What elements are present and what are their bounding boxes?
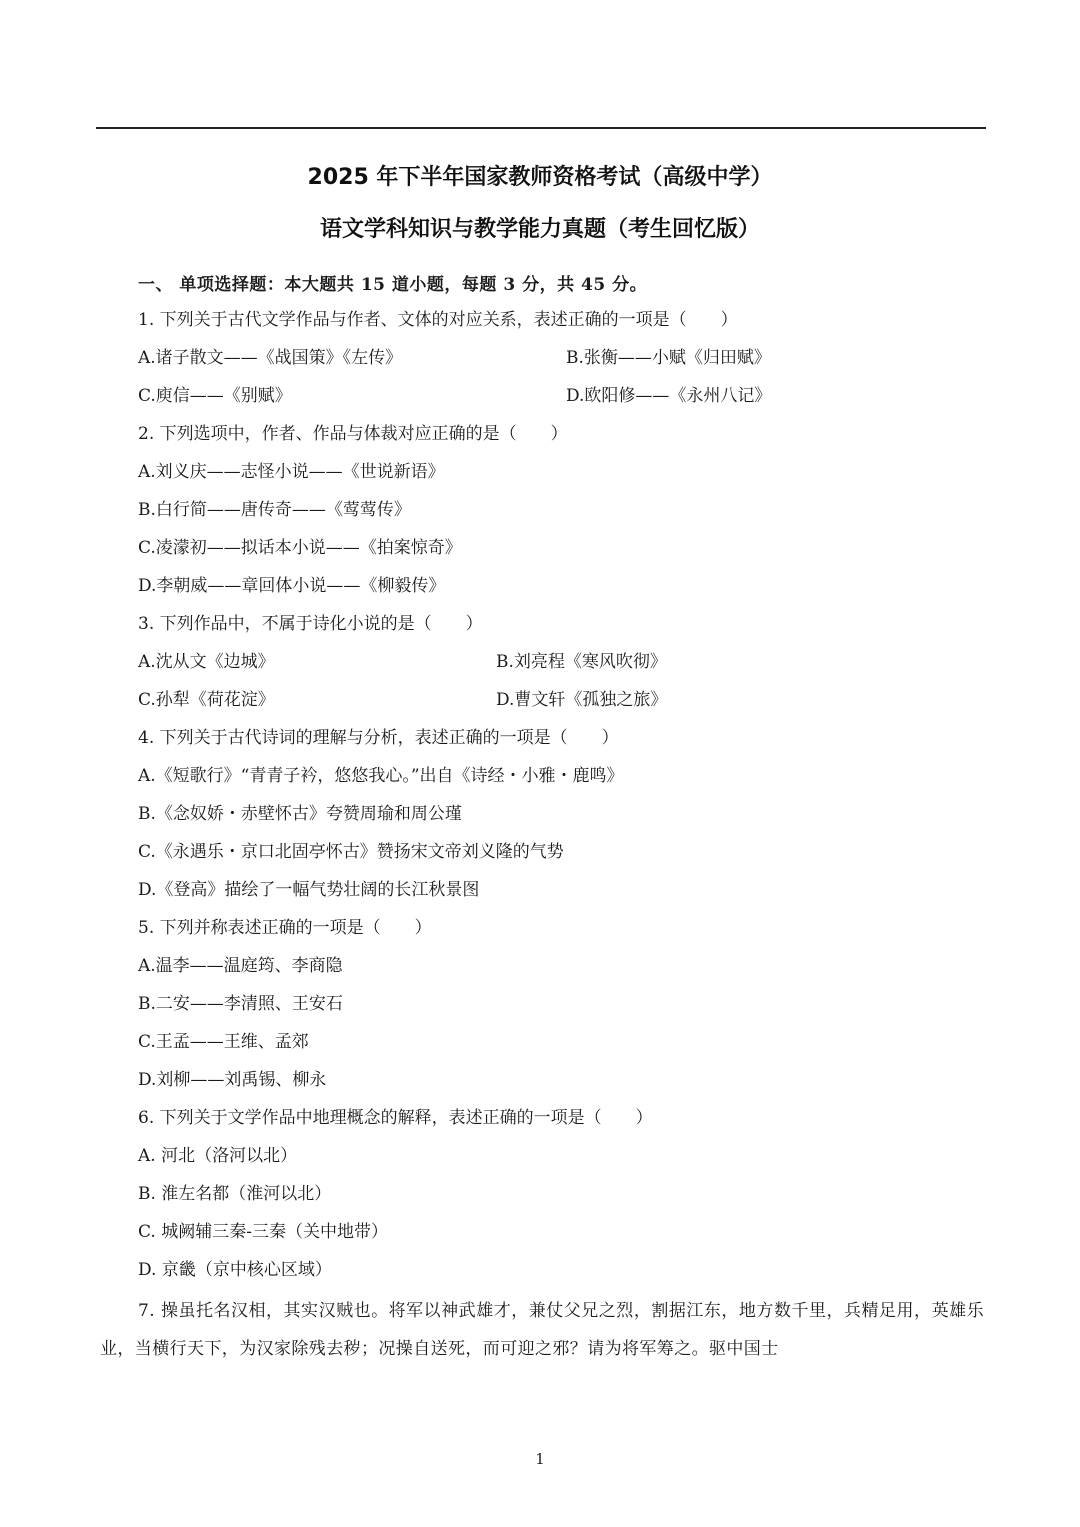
question-6-option-a: A. 河北（洛河以北）	[138, 1146, 298, 1166]
exam-title: 2025 年下半年国家教师资格考试（高级中学）	[307, 165, 773, 190]
question-2-option-a: A.刘义庆——志怪小说——《世说新语》	[138, 462, 445, 482]
header-rule	[96, 127, 986, 129]
question-6-stem: 6. 下列关于文学作品中地理概念的解释，表述正确的一项是（ ）	[138, 1108, 653, 1128]
question-4-option-d: D.《登高》描绘了一幅气势壮阔的长江秋景图	[138, 880, 480, 900]
question-1-option-d: D.欧阳修——《永州八记》	[566, 386, 772, 406]
question-6-option-c: C. 城阙辅三秦-三秦（关中地带）	[138, 1222, 388, 1242]
question-7-passage	[100, 1292, 984, 1368]
question-4-option-b: B.《念奴娇・赤壁怀古》夸赞周瑜和周公瑾	[138, 804, 462, 824]
question-1-stem: 1. 下列关于古代文学作品与作者、文体的对应关系，表述正确的一项是（ ）	[138, 310, 738, 330]
question-7-text: 7. 操虽托名汉相，其实汉贼也。将军以神武雄才，兼仗父兄之烈，割据江东，地方数千里，兵精足用，英雄乐业，当横行天下，为汉家除残去秽；况操自送死，而可迎之邪？请为将军筹之。驱中国士	[100, 1301, 984, 1359]
question-1-option-a: A.诸子散文——《战国策》《左传》	[138, 348, 403, 368]
question-3-stem: 3. 下列作品中，不属于诗化小说的是（ ）	[138, 614, 483, 634]
exam-subtitle: 语文学科知识与教学能力真题（考生回忆版）	[319, 217, 760, 242]
question-5-option-c: C.王孟——王维、孟郊	[138, 1032, 309, 1052]
question-4-option-c: C.《永遇乐・京口北固亭怀古》赞扬宋文帝刘义隆的气势	[138, 842, 564, 862]
question-5-option-d: D.刘柳——刘禹锡、柳永	[138, 1070, 327, 1090]
question-2-stem: 2. 下列选项中，作者、作品与体裁对应正确的是（ ）	[138, 424, 568, 444]
question-5-option-b: B.二安——李清照、王安石	[138, 994, 343, 1014]
question-4-option-a: A.《短歌行》“青青子衿，悠悠我心。”出自《诗经・小雅・鹿鸣》	[138, 766, 624, 786]
question-1-option-b: B.张衡——小赋《归田赋》	[566, 348, 771, 368]
question-2-option-c: C.凌濛初——拟话本小说——《拍案惊奇》	[138, 538, 462, 558]
question-3-option-c: C.孙犁《荷花淀》	[138, 690, 275, 710]
question-3-option-a: A.沈从文《边城》	[138, 652, 275, 672]
question-5-option-a: A.温李——温庭筠、李商隐	[138, 956, 343, 976]
question-1-option-c: C.庾信——《别赋》	[138, 386, 292, 406]
question-6-option-d: D. 京畿（京中核心区域）	[138, 1260, 332, 1280]
page-number: 1	[535, 1450, 545, 1468]
question-3-option-d: D.曹文轩《孤独之旅》	[496, 690, 668, 710]
question-3-option-b: B.刘亮程《寒风吹彻》	[496, 652, 667, 672]
question-4-stem: 4. 下列关于古代诗词的理解与分析，表述正确的一项是（ ）	[138, 728, 619, 748]
section-heading: 一、 单项选择题：本大题共 15 道小题，每题 3 分，共 45 分。	[138, 275, 648, 295]
question-2-option-b: B.白行简——唐传奇——《莺莺传》	[138, 500, 411, 520]
question-2-option-d: D.李朝威——章回体小说——《柳毅传》	[138, 576, 446, 596]
question-5-stem: 5. 下列并称表述正确的一项是（ ）	[138, 918, 432, 938]
question-6-option-b: B. 淮左名都（淮河以北）	[138, 1184, 332, 1204]
